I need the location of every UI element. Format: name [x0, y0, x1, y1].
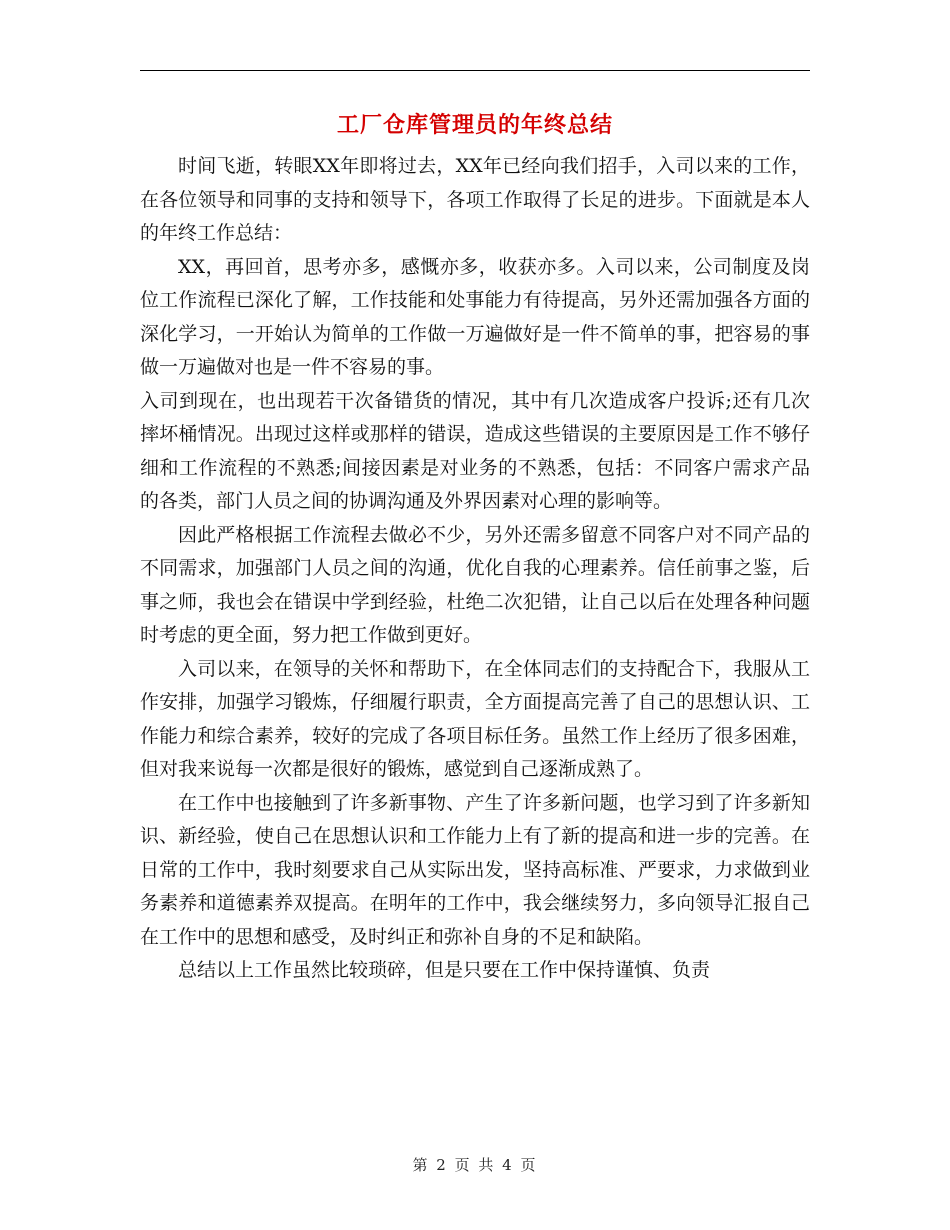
header-rule: [140, 70, 810, 71]
paragraph-intro: 时间飞逝，转眼XX年即将过去，XX年已经向我们招手，入司以来的工作，在各位领导和同事的支持和领导下，各项工作取得了长足的进步。下面就是本人的年终工作总结：: [140, 155, 810, 244]
page-number-footer: 第 2 页 共 4 页: [412, 1156, 538, 1174]
paragraph-summary: 总结以上工作虽然比较琐碎，但是只要在工作中保持谨慎、负责: [178, 959, 711, 981]
paragraph-improvement: 因此严格根据工作流程去做必不少，另外还需多留意不同客户对不同产品的不同需求，加强部门人员之间的沟通，优化自我的心理素养。信任前事之鉴，后事之师，我也会在错误中学到经验，杜绝二次犯错，让自己以后在处理各种问题时考虑的更全面，努力把工作做到更好。: [140, 523, 810, 646]
document-body: [140, 150, 810, 988]
paragraph-reflection: XX，再回首，思考亦多，感慨亦多，收获亦多。入司以来，公司制度及岗位工作流程已深化了解，工作技能和处事能力有待提高，另外还需加强各方面的深化学习，一开始认为简单的工作做一万遍做好是一件不简单的事，把容易的事做一万遍做对也是一件不容易的事。: [140, 255, 810, 378]
paragraph-growth: 入司以来，在领导的关怀和帮助下，在全体同志们的支持配合下，我服从工作安排，加强学习锻炼，仔细履行职责，全方面提高完善了自己的思想认识、工作能力和综合素养，较好的完成了各项目标任务。虽然工作上经历了很多困难，但对我来说每一次都是很好的锻炼，感觉到自己逐渐成熟了。: [140, 657, 810, 780]
document-title: 工厂仓库管理员的年终总结: [336, 113, 613, 138]
paragraph-mistakes: 入司到现在，也出现若干次备错货的情况，其中有几次造成客户投诉;还有几次摔坏桶情况。出现过这样或那样的错误，造成这些错误的主要原因是工作不够仔细和工作流程的不熟悉;间接因素是对业务的不熟悉，包括：不同客户需求产品的各类，部门人员之间的协调沟通及外界因素对心理的影响等。: [140, 389, 810, 512]
paragraph-learning: 在工作中也接触到了许多新事物、产生了许多新问题，也学习到了许多新知识、新经验，使自己在思想认识和工作能力上有了新的提高和进一步的完善。在日常的工作中，我时刻要求自己从实际出发，坚持高标准、严要求，力求做到业务素养和道德素养双提高。在明年的工作中，我会继续努力，多向领导汇报自己在工作中的思想和感受，及时纠正和弥补自身的不足和缺陷。: [140, 791, 810, 948]
